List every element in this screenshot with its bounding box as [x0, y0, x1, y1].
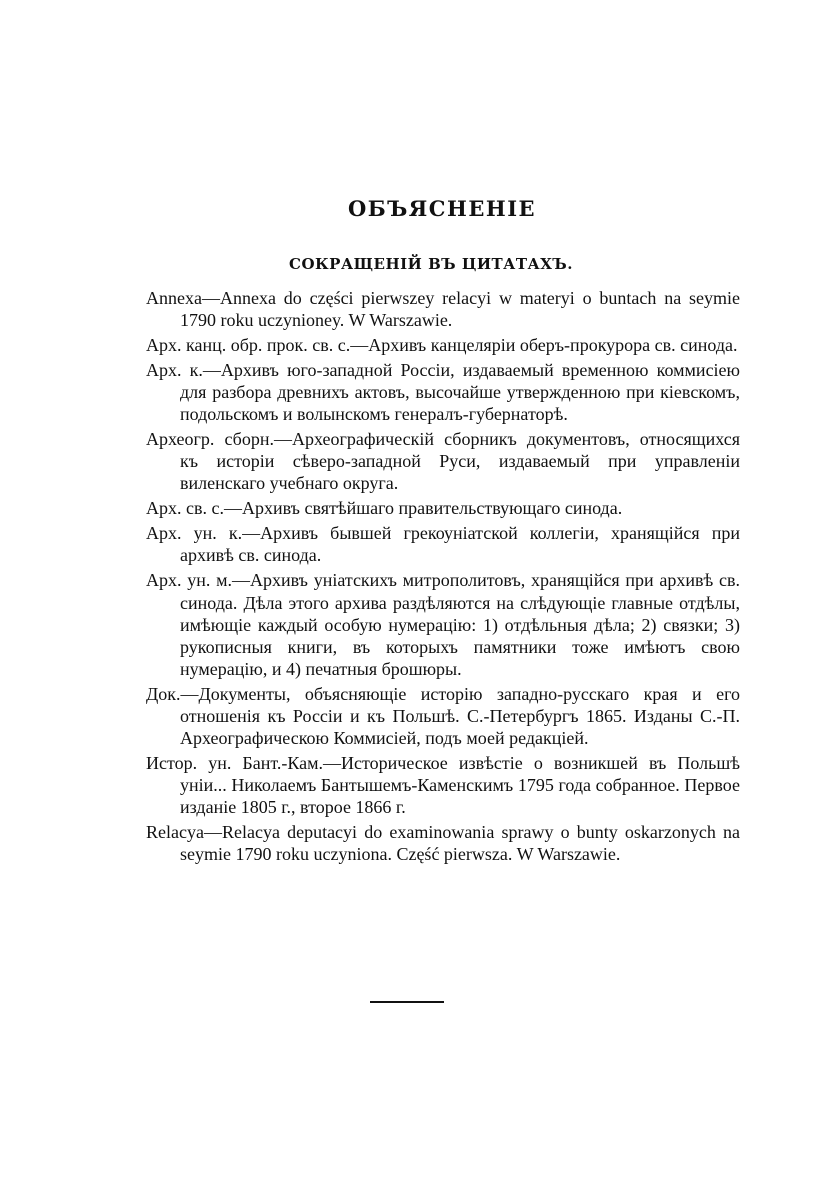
- abbreviation-entry-arkh-kants: Арх. канц. обр. прок. св. с.—Архивъ канцеляріи оберъ-прокурора св. синода.: [146, 335, 738, 356]
- page-title: ОБЪЯСНЕНІЕ: [347, 196, 537, 222]
- abbreviation-entry-arkh-sv-s: Арх. св. с.—Архивъ святѣйшаго правительствующаго синода.: [146, 498, 623, 519]
- abbreviation-entry-istor-un: Истор. ун. Бант.-Кам.—Историческое извѣстіе о возникшей въ Польшѣ уніи... Николаемъ Бантышемъ-Каменскимъ 1795 года собранное. Первое изданіе 1805 г., второе 1866 г.: [146, 753, 740, 818]
- abbreviation-entry-arkh-k: Арх. к.—Архивъ юго-западной Россіи, издаваемый временною коммисіею для разбора древнихъ актовъ, высочайше утвержденною при кіевскомъ, подольскомъ и волынскомъ генералъ-губернаторѣ.: [146, 360, 740, 425]
- abbreviation-entry-arkheogr-sborn: Археогр. сборн.—Археографическій сборникъ документовъ, относящихся къ исторіи сѣверо-западной Руси, издаваемый при управленіи виленскаго учебнаго округа.: [146, 429, 740, 494]
- closing-rule: [370, 1001, 444, 1003]
- abbreviation-entry-arkh-un-m: Арх. ун. м.—Архивъ уніатскихъ митрополитовъ, хранящійся при архивѣ св. синода. Дѣла этого архива раздѣляются на слѣдующіе главные отдѣлы, имѣющіе каждый особую нумерацію: 1) отдѣльныя дѣла; 2) связки; 3) рукописныя книги, въ которыхъ памятники тоже имѣютъ свою нумерацію, и 4) печатныя брошюры.: [146, 570, 740, 679]
- abbreviation-entry-dok: Док.—Документы, объясняющіе исторію западно-русскаго края и его отношенія къ Россіи и къ Польшѣ. С.-Петербургъ 1865. Изданы С.-П. Археографическою Коммисіей, подъ моей редакціей.: [146, 683, 740, 749]
- abbreviation-entry-arkh-un-k: Арх. ун. к.—Архивъ бывшей грекоуніатской коллегіи, хранящійся при архивѣ св. синода.: [146, 523, 740, 566]
- page-subtitle: СОКРАЩЕНІЙ ВЪ ЦИТАТАХЪ.: [289, 255, 573, 274]
- abbreviation-list: [146, 287, 740, 868]
- abbreviation-entry-relacya: Relacya—Relacya deputacyi do examinowania sprawy o bunty oskarzonych na seymie 1790 roku uczyniona. Część pierwsza. W Warszawie.: [146, 822, 740, 865]
- abbreviation-entry-annexa: Annexa—Annexa do części pierwszey relacyi w materyi o buntach na seymie 1790 roku uczynioney. W Warszawie.: [146, 288, 740, 331]
